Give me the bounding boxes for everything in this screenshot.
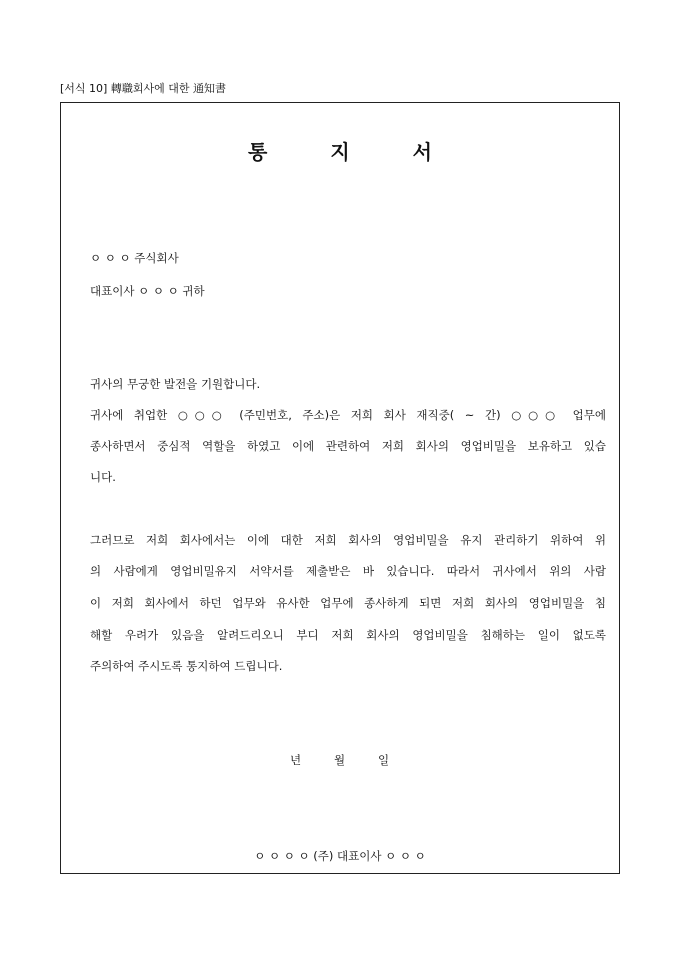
recipient-ceo: 대표이사 ㅇ ㅇ ㅇ 귀하 (90, 284, 205, 298)
form-label: [서식 10] 轉職회사에 대한 通知書 (60, 82, 226, 95)
paragraph1-line-3: 니다. (90, 470, 116, 484)
paragraph2-line-3: 이 저희 회사에서 하던 업무와 유사한 업무에 종사하게 되면 저희 회사의 영업비밀을 침 (90, 596, 606, 610)
greeting: 귀사의 무궁한 발전을 기원합니다. (90, 377, 261, 391)
paragraph2-line-5: 주의하여 주시도록 통지하여 드립니다. (90, 659, 283, 673)
paragraph1-line-2: 종사하면서 중심적 역할을 하였고 이에 관련하여 저희 회사의 영업비밀을 보유하고 있습 (90, 439, 606, 453)
date-month: 월 (334, 753, 346, 767)
paragraph2-line-2: 의 사람에게 영업비밀유지 서약서를 제출받은 바 있습니다. 따라서 귀사에서 위의 사람 (90, 564, 606, 578)
paragraph2-line-4: 해할 우려가 있음을 알려드리오니 부디 저희 회사의 영업비밀을 침해하는 일이 없도록 (90, 628, 606, 642)
date-day: 일 (378, 753, 390, 767)
sender-signature: ㅇ ㅇ ㅇ ㅇ (주) 대표이사 ㅇ ㅇ ㅇ (254, 849, 426, 863)
paragraph1-line-1: 귀사에 취업한 ○○○ (주민번호, 주소)은 저희 회사 재직중( ~ 간) ○○○ 업무에 (90, 408, 606, 422)
recipient-company: ㅇ ㅇ ㅇ 주식회사 (90, 251, 179, 265)
document-title: 통 지 서 (248, 140, 460, 164)
paragraph2-line-1: 그러므로 저희 회사에서는 이에 대한 저희 회사의 영업비밀을 유지 관리하기 위하여 위 (90, 533, 606, 547)
date-year: 년 (290, 753, 302, 767)
